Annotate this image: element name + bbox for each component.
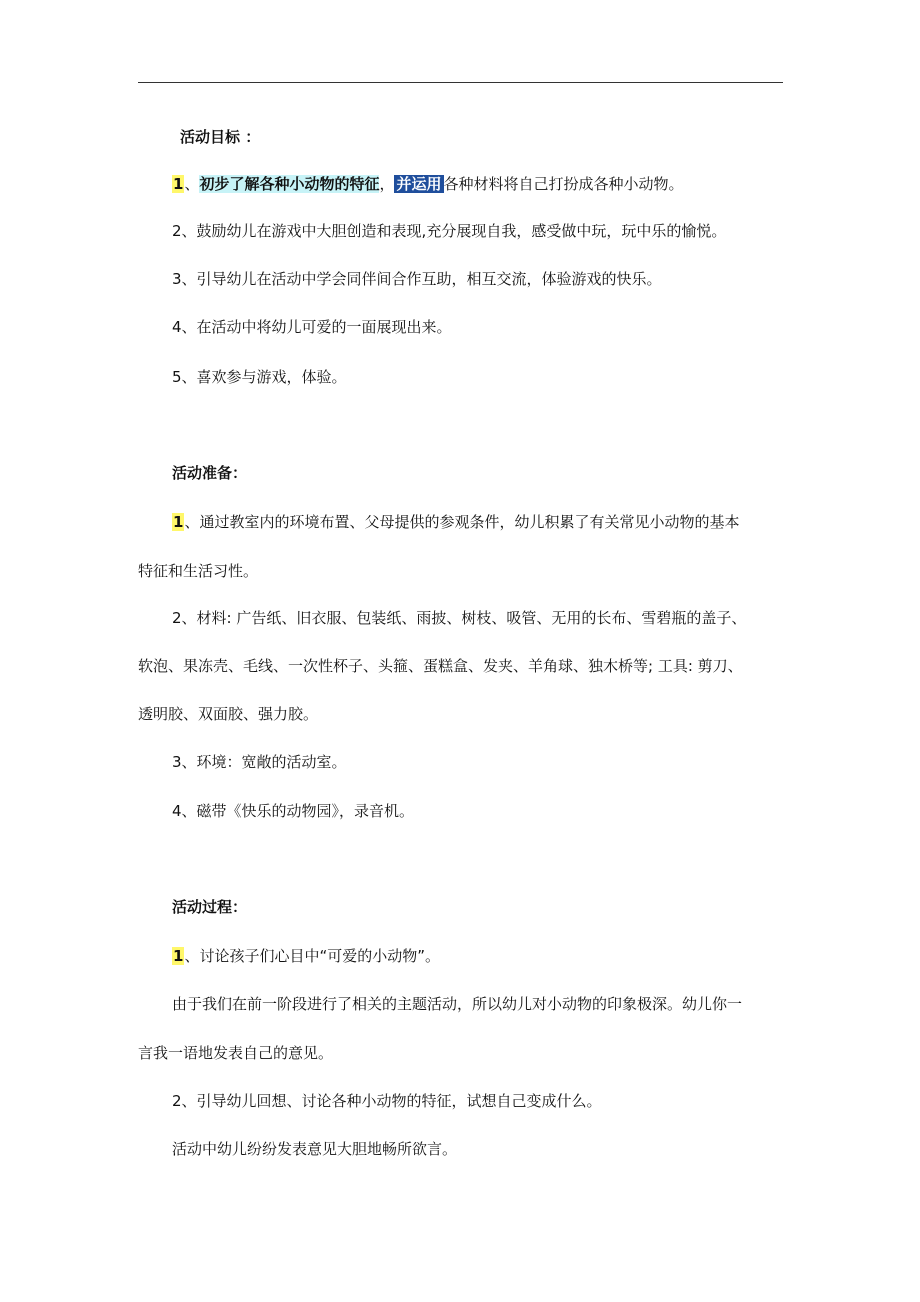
preparation-item-2-line-3: 透明胶、双面胶、强力胶。 [138, 705, 319, 723]
goals-item-1-sep: 、 [184, 175, 200, 193]
goals-item-1-comma: ， [379, 175, 395, 193]
process-para-1-line-1: 由于我们在前一阶段进行了相关的主题活动，所以幼儿对小动物的印象极深。幼儿你一 [172, 995, 743, 1013]
goals-item-2: 2、鼓励幼儿在游戏中大胆创造和表现,充分展现自我，感受做中玩，玩中乐的愉悦。 [172, 222, 727, 240]
process-item-1-number: 1 [173, 947, 184, 965]
process-para-2: 活动中幼儿纷纷发表意见大胆地畅所欲言。 [172, 1140, 458, 1158]
header-rule [138, 82, 783, 83]
goals-item-4: 4、在活动中将幼儿可爱的一面展现出来。 [172, 318, 452, 336]
preparation-item-2-line-1: 2、材料: 广告纸、旧衣服、包装纸、雨披、树枝、吸管、无用的长布、雪碧瓶的盖子、 [172, 609, 747, 627]
goals-item-1-rest: 各种材料将自己打扮成各种小动物。 [443, 175, 684, 193]
process-heading: 活动过程： [172, 898, 248, 916]
goals-item-1 [172, 173, 684, 195]
preparation-item-2-line-2: 软泡、果冻壳、毛线、一次性杯子、头箍、蛋糕盒、发夹、羊角球、独木桥等; 工具: 剪刀、 [138, 657, 743, 675]
goals-item-3: 3、引导幼儿在活动中学会同伴间合作互助，相互交流，体验游戏的快乐。 [172, 270, 662, 288]
process-item-2: 2、引导幼儿回想、讨论各种小动物的特征，试想自己变成什么。 [172, 1092, 602, 1110]
goals-item-1-highlight-a: 初步了解各种小动物的特征 [199, 175, 380, 193]
preparation-item-1-line-2: 特征和生活习性。 [138, 562, 259, 580]
preparation-item-1-line-1 [172, 511, 739, 533]
preparation-item-1-number: 1 [173, 513, 184, 531]
preparation-item-3: 3、环境：宽敞的活动室。 [172, 753, 347, 771]
goals-heading: 活动目标 ： [180, 128, 261, 146]
preparation-item-4: 4、磁带《快乐的动物园》，录音机。 [172, 802, 415, 820]
process-para-1-line-2: 言我一语地发表自己的意见。 [138, 1044, 334, 1062]
goals-item-5: 5、喜欢参与游戏，体验。 [172, 368, 347, 386]
goals-item-1-number: 1 [173, 175, 184, 193]
goals-item-1-selection: 并运用 [396, 175, 442, 193]
process-item-1-text: 、讨论孩子们心目中“可爱的小动物”。 [184, 947, 440, 965]
preparation-item-1-text: 、通过教室内的环境布置、父母提供的参观条件，幼儿积累了有关常见小动物的基本 [184, 513, 740, 531]
process-item-1 [172, 945, 440, 967]
preparation-heading: 活动准备： [172, 464, 248, 482]
